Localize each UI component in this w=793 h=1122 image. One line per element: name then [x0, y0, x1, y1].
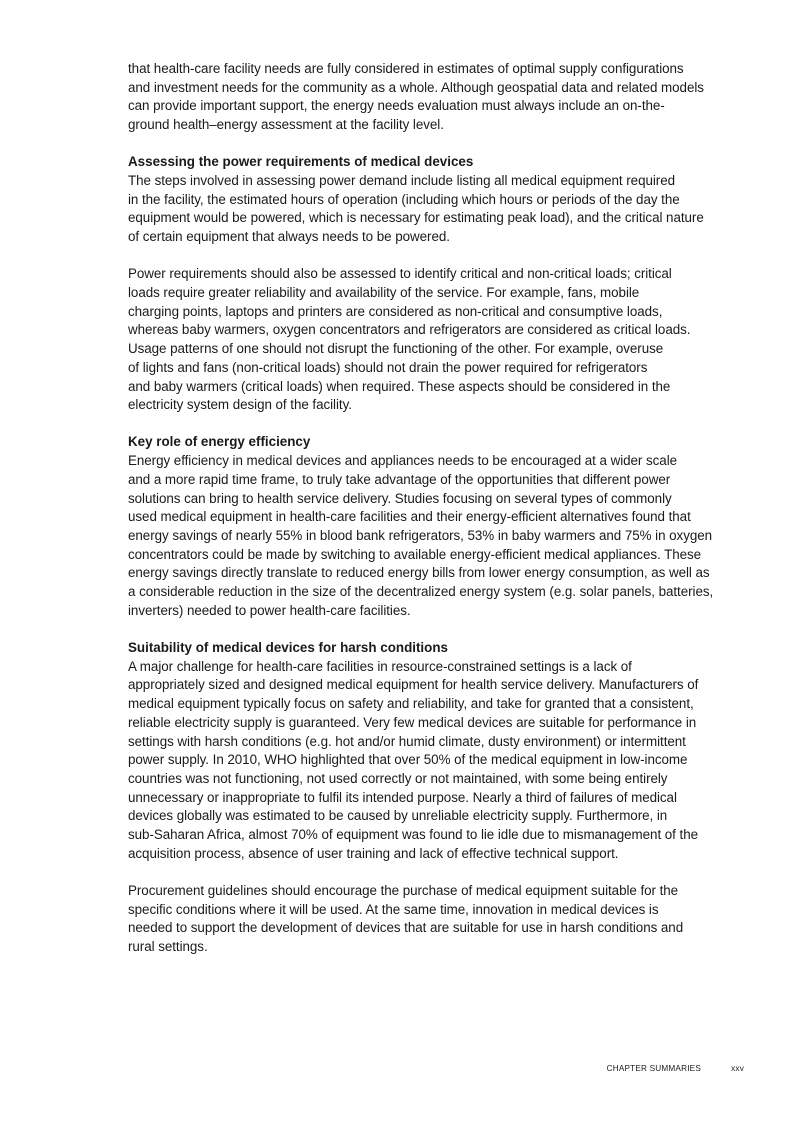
text-line: loads require greater reliability and availability of the service. For example, fans, mobile — [128, 285, 640, 301]
text-line: appropriately sized and designed medical equipment for health service delivery. Manufacturers of — [128, 677, 699, 693]
text-line: Procurement guidelines should encourage the purchase of medical equipment suitable for the — [128, 882, 679, 898]
text-line: a considerable reduction in the size of the decentralized energy system (e.g. solar panels, batteries, — [128, 584, 714, 600]
footer-chapter-title: CHAPTER SUMMARIES — [606, 1064, 701, 1073]
text-line: devices globally was estimated to be caused by unreliable electricity supply. Furthermore, in — [128, 808, 668, 824]
text-line: specific conditions where it will be used. At the same time, innovation in medical devices is — [128, 901, 659, 917]
text-line: Energy efficiency in medical devices and appliances needs to be encouraged at a wider scale — [128, 453, 678, 469]
harsh-paragraph-1 — [128, 658, 748, 864]
intro-paragraph — [128, 60, 748, 135]
text-line: can provide important support, the energy needs evaluation must always include an on-the- — [128, 98, 665, 114]
text-line: in the facility, the estimated hours of operation (including which hours or periods of the day the — [128, 191, 680, 207]
text-line: Usage patterns of one should not disrupt the functioning of the other. For example, overuse — [128, 341, 664, 357]
harsh-paragraph-2 — [128, 882, 748, 957]
text-line: that health-care facility needs are fully considered in estimates of optimal supply configurations — [128, 61, 684, 76]
text-line: needed to support the development of devices that are suitable for use in harsh conditions and — [128, 920, 684, 936]
page-number: xxv — [731, 1064, 744, 1073]
text-line: solutions can bring to health service delivery. Studies focusing on several types of commonly — [128, 490, 672, 506]
text-line: equipment would be powered, which is necessary for estimating peak load), and the critical nature — [128, 210, 704, 226]
text-line: A major challenge for health-care facilities in resource-constrained settings is a lack of — [128, 658, 632, 674]
power-paragraph-2 — [128, 265, 748, 415]
page-footer — [0, 1064, 793, 1078]
text-line: used medical equipment in health-care facilities and their energy-efficient alternatives found that — [128, 509, 691, 525]
text-line: settings with harsh conditions (e.g. hot and/or humid climate, dusty environment) or intermittent — [128, 733, 686, 749]
text-line: and a more rapid time frame, to truly take advantage of the opportunities that different power — [128, 471, 671, 487]
text-line: acquisition process, absence of user training and lack of effective technical support. — [128, 845, 619, 861]
text-line: of lights and fans (non-critical loads) should not drain the power required for refrigerators — [128, 359, 648, 375]
text-line: whereas baby warmers, oxygen concentrators and refrigerators are considered as critical loads. — [128, 322, 691, 338]
section-energy-efficiency — [128, 433, 748, 620]
text-line: Power requirements should also be assessed to identify critical and non-critical loads; critical — [128, 266, 672, 282]
text-line: inverters) needed to power health-care facilities. — [128, 602, 411, 618]
text-line: charging points, laptops and printers are considered as non-critical and consumptive loads, — [128, 303, 663, 319]
text-line: ground health–energy assessment at the facility level. — [128, 117, 444, 133]
text-line: and investment needs for the community as a whole. Although geospatial data and related models — [128, 79, 704, 95]
section-harsh-conditions — [128, 639, 748, 863]
text-line: rural settings. — [128, 939, 208, 955]
text-line: The steps involved in assessing power demand include listing all medical equipment required — [128, 173, 676, 189]
text-line: energy savings directly translate to reduced energy bills from lower energy consumption, as well as — [128, 565, 710, 581]
power-paragraph-1 — [128, 172, 748, 247]
section-heading: Suitability of medical devices for harsh conditions — [128, 639, 448, 655]
text-line: and baby warmers (critical loads) when required. These aspects should be considered in the — [128, 378, 671, 394]
page-content — [128, 60, 748, 975]
text-line: medical equipment typically focus on safety and reliability, and take for granted that a consistent, — [128, 696, 694, 712]
section-heading: Key role of energy efficiency — [128, 434, 311, 450]
text-line: sub-Saharan Africa, almost 70% of equipment was found to lie idle due to mismanagement of the — [128, 827, 698, 843]
text-line: power supply. In 2010, WHO highlighted that over 50% of the medical equipment in low-income — [128, 752, 688, 768]
text-line: of certain equipment that always needs to be powered. — [128, 229, 450, 245]
text-line: electricity system design of the facility. — [128, 397, 352, 413]
text-line: countries was not functioning, not used correctly or not maintained, with some being entirely — [128, 770, 668, 786]
section-power-requirements — [128, 153, 748, 247]
text-line: reliable electricity supply is guaranteed. Very few medical devices are suitable for performance in — [128, 714, 697, 730]
text-line: unnecessary or inappropriate to fulfil its intended purpose. Nearly a third of failures of medical — [128, 789, 677, 805]
text-line: energy savings of nearly 55% in blood bank refrigerators, 53% in baby warmers and 75% in oxygen — [128, 527, 713, 543]
section-heading: Assessing the power requirements of medical devices — [128, 154, 474, 170]
efficiency-paragraph-1 — [128, 452, 748, 620]
text-line: concentrators could be made by switching to available energy-efficient medical appliances. These — [128, 546, 702, 562]
